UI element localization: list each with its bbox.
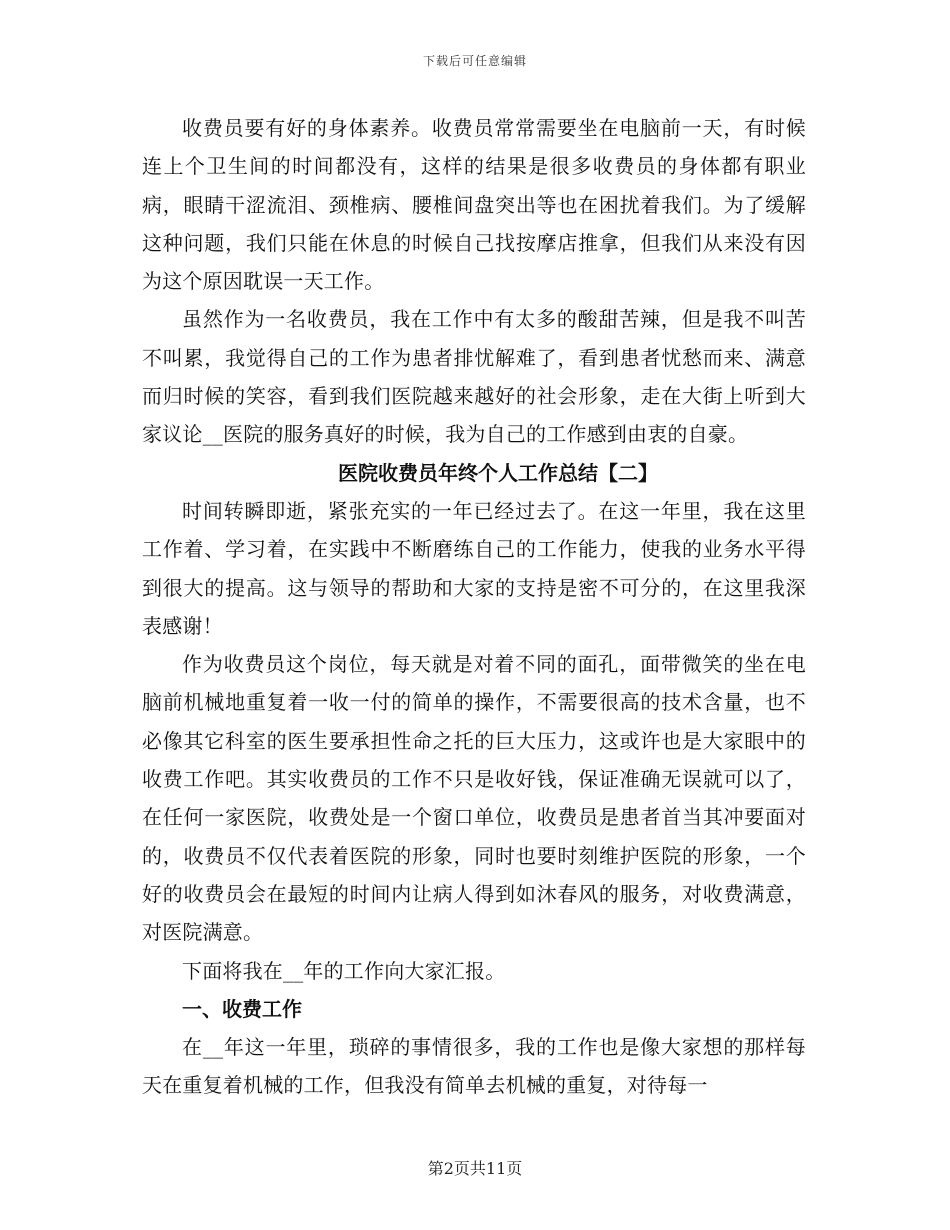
- paragraph-physical-fitness: 收费员要有好的身体素养。收费员常常需要坐在电脑前一天，有时候连上个卫生间的时间都没有，这样的结果是很多收费员的身体都有职业病，眼睛干涩流泪、颈椎病、腰椎间盘突出等也在困扰着我们。为了缓解这种问题，我们只能在休息的时候自己找按摩店推拿，但我们从来没有因为这个原因耽误一天工作。: [142, 116, 806, 294]
- page-footer-number: 第2页共11页: [427, 1159, 523, 1178]
- paragraph-charging-work: 在__年这一年里，琐碎的事情很多，我的工作也是像大家想的那样每天在重复着机械的工作，但我没有简单去机械的重复，对待每一: [142, 1035, 806, 1098]
- section-title: 医院收费员年终个人工作总结【二】: [338, 460, 658, 485]
- sub-heading-charging-work: 一、收费工作: [182, 996, 302, 1021]
- paragraph-year-passed: 时间转瞬即逝，紧张充实的一年已经过去了。在这一年里，我在这里工作着、学习着，在实践中不断磨练自己的工作能力，使我的业务水平得到很大的提高。这与领导的帮助和大家的支持是密不可分的，在这里我深表感谢！: [142, 498, 806, 638]
- paragraph-pride: 虽然作为一名收费员，我在工作中有太多的酸甜苦辣，但是我不叫苦不叫累，我觉得自己的工作为患者排忧解难了，看到患者忧愁而来、满意而归时候的笑容，看到我们医院越来越好的社会形象，走在大街上听到大家议论__医院的服务真好的时候，我为自己的工作感到由衷的自豪。: [142, 307, 806, 447]
- paragraph-cashier-role: 作为收费员这个岗位，每天就是对着不同的面孔，面带微笑的坐在电脑前机械地重复着一收一付的简单的操作，不需要很高的技术含量，也不必像其它科室的医生要承担性命之托的巨大压力，这或许也是大家眼中的收费工作吧。其实收费员的工作不只是收好钱，保证准确无误就可以了，在任何一家医院，收费处是一个窗口单位，收费员是患者首当其冲要面对的，收费员不仅代表着医院的形象，同时也要时刻维护医院的形象，一个好的收费员会在最短的时间内让病人得到如沐春风的服务，对收费满意，对医院满意。: [142, 652, 806, 945]
- document-body: [142, 109, 806, 1105]
- paragraph-report-intro: 下面将我在__年的工作向大家汇报。: [182, 958, 506, 983]
- page-header-note: 下载后可任意编辑: [422, 54, 527, 68]
